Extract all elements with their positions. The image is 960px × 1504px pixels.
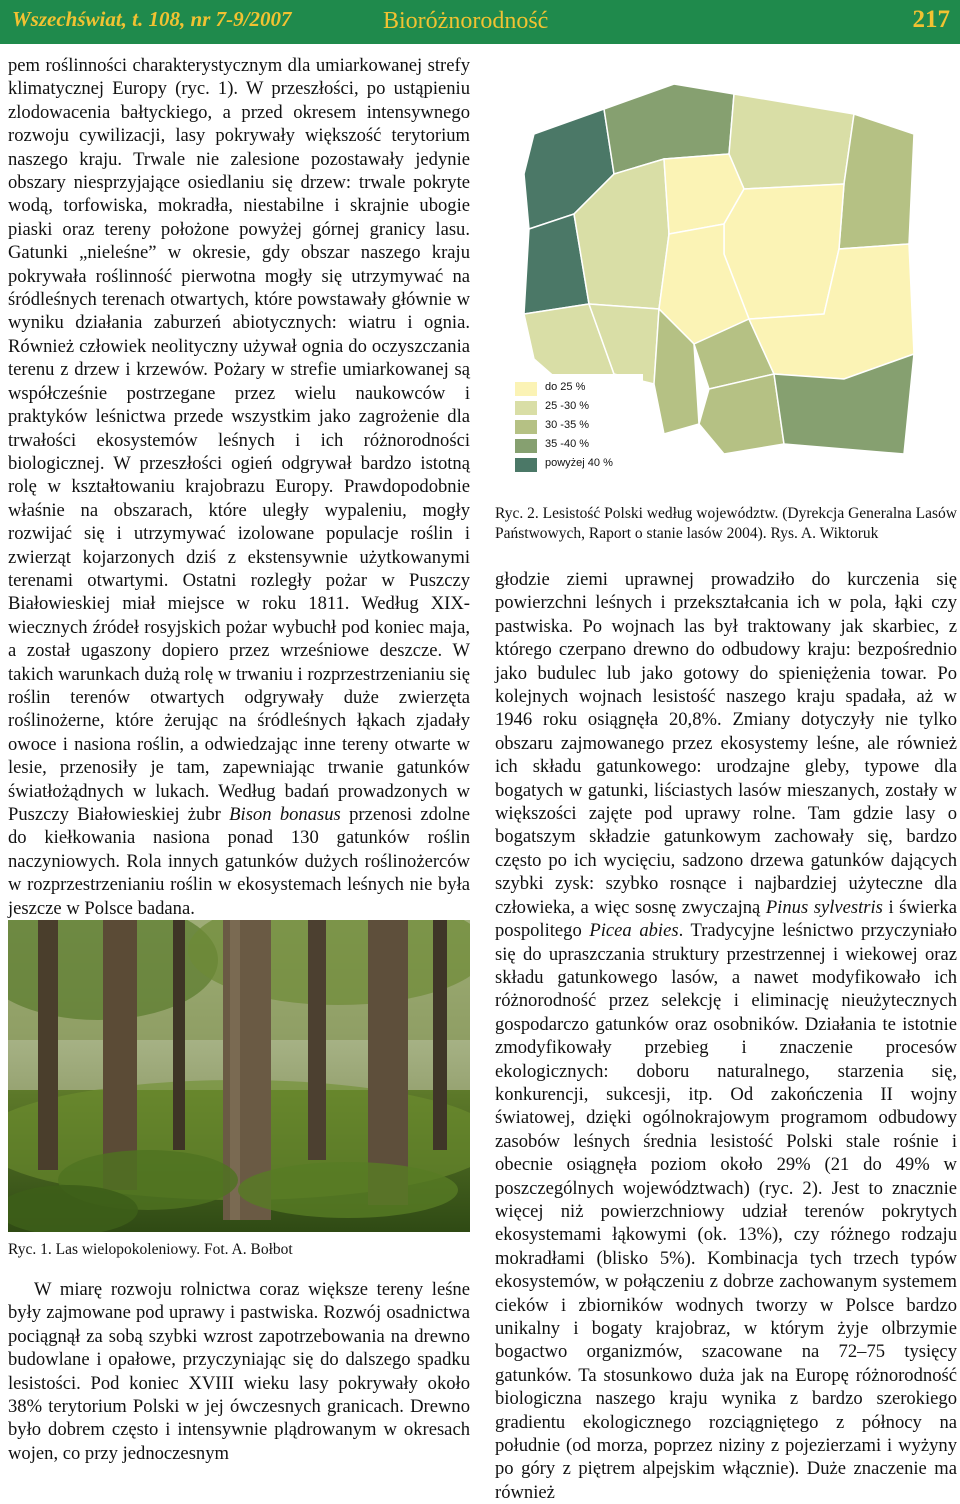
species-name: Picea abies xyxy=(589,920,679,942)
species-name: Bison bonasus xyxy=(229,804,341,825)
region-warminsko-mazurskie xyxy=(729,94,854,189)
legend-swatch xyxy=(515,420,537,434)
species-name: Pinus sylvestris xyxy=(765,896,883,918)
legend-swatch xyxy=(515,458,537,472)
section-title: Bioróżnorodność xyxy=(383,8,549,34)
page-number: 217 xyxy=(912,6,950,33)
legend-swatch xyxy=(515,401,537,415)
legend-swatch xyxy=(515,439,537,453)
legend-swatch xyxy=(515,382,537,396)
figure-2-caption: Ryc. 2. Lesistość Polski według województw. (Dyrekcja Generalna Lasów Państwowych, Raport o stanie lasów 2004). Rys. A. Wiktoruk xyxy=(495,505,957,542)
right-column-text xyxy=(495,568,957,1504)
paragraph: W miarę rozwoju rolnictwa coraz większe tereny leśne były zajmowane pod uprawy i pastwiska. Rozwój osadnictwa pociągnął za sobą szybki wzrost zapotrzebowania na drewno budowlane i opałowe, przyczyniając się do dalszego spadku lesistości. Pod koniec XVIII wieku lasy pokrywały około 38% terytorium Polski w jej ówczesnych granicach. Drewno było dobrem często i intensywnie plądrowanym w okresach wojen, co przy jednoczesnym xyxy=(8,1279,470,1464)
left-column-text-2 xyxy=(8,1278,470,1465)
map-legend: do 25 % 25 -30 % 30 -35 % 35 -40 % powyżej 40 % xyxy=(505,374,643,480)
paragraph: głodzie ziemi uprawnej prowadziło do kurczenia się powierzchni leśnych i przekształcania ich w pola, łąki czy pastwiska. Po wojnach las był traktowany jak skarbiec, z którego czerpano drewno do odbudowy kraju: bezpośrednio jako budulec lub jako gotowy do spieniężenia towar. Po kolejnych wojnach lesistość naszego kraju spadała, aż w 1946 roku osiągnęła 20,8%. Zmiany dotyczyły nie tylko obszaru zajmowanego przez ekosystemy leśne, ale również ich składu gatunkowego: urodzajne gleby, typowe dla bogatych w gatunki, liściastych lasów mieszanych, zostały w większości zajęte pod uprawy rolne. Tam gdzie lasy o bogatszym składzie gatunkowym zachowały się, bardzo często po ich wycięciu, sadzono drzewa gatunków dających szybki zysk: szybko rosnące i najbardziej użyteczne dla człowieka, a więc sosnę zwyczajną Pinus sylvestris i świerka pospolitego Picea abies. Tradycyjne leśnictwo przyczyniało się do upraszczania struktury przestrzennej i wiekowej oraz składu gatunkowego lasów, a nawet modyfikowało ich różnorodność przez selekcję i eliminację nieużytecznych gospodarczo gatunków oraz osobników. Działania te istotnie zmodyfikowały przebieg i znaczenie procesów ekologicznych: doboru naturalnego, starzenia się, konkurencji, sukcesji, itp. Od zakończenia II wojny światowej, dzięki ogólnokrajowym programom odbudowy zasobów leśnych średnia lesistość Polski stale rośnie i obecnie osiągnęła poziom około 29% (21 do 49% w poszczególnych województwach) (ryc. 2). Jest to znacznie więcej niż powierzchniowy udział terenów pokrytych ekosystemami łąkowymi (ok. 13%), czy różnego rodzaju mokradłami (blisko 5%). Kombinacja tych trzech typów ekosystemów, w połączeniu z dobrze zachowanym systemem cieków i zbiorników wodnych tworzy w Polsce bardzo unikalny i bogaty krajobraz, w którym żyje olbrzymie bogactwo organizmów, szacowane na 72–75 tysięcy gatunków. Ta stosunkowo duża jak na Europę różnorodność biologiczna naszego kraju wynika z bardzo szerokiego gradientu ekologicznego rozciągniętego z północy na południe (od morza, poprzez niziny z pojezierzami i wyżyny po góry z piętrem alpejskim włącznie). Duże znaczenie ma również xyxy=(495,569,958,1503)
left-column-text xyxy=(8,54,470,920)
forest-photo xyxy=(8,920,470,1232)
figure-1-caption: Ryc. 1. Las wielopokoleniowy. Fot. A. Bołbot xyxy=(8,1241,293,1258)
paragraph: pem roślinności charakterystycznym dla umiarkowanej strefy klimatycznej Europy (ryc. 1). W przeszłości, po ustąpieniu zlodowacenia bałtyckiego, a przed okresem intensywnego rozwoju cywilizacji, lasy pokrywały większość terytorium naszego kraju. Trwale nie zalesione pozostawały jedynie obszary niesprzyjające osiedlaniu się drzew: trwale pokryte wodą, torfowiska, mokradła, niestabilne i skrajnie ubogie piaski oraz tereny położone powyżej górnej granicy lasu. Gatunki „nieleśne” w okresie, gdy obszar naszego kraju pokrywała roślinność pierwotna mogły się utrzymywać na śródleśnych terenach otwartych, które powstawały głównie w wyniku działania zaburzeń abiotycznych: wiatru i ognia. Również człowiek neolityczny używał ognia do oczyszczania terenu z drzew i krzewów. Pożary w strefie umiarkowanej są współcześnie postrzegane przez wielu naukowców i praktyków leśnictwa przede wszystkim jako zagrożenie dla trwałości ekosystemów leśnych i ich różnorodności biologicznej. W przeszłości ogień odgrywał bardzo istotną rolę w kształtowaniu krajobrazu Europy. Prawdopodobnie właśnie na obszarach, które uległy wypaleniu, mogły rozwijać się i utrzymywać izolowane populacje roślin i zwierząt kojarzonych dziś z ekstensywnie użytkowanymi terenami otwartymi. Ostatni rozległy pożar w Puszczy Białowieskiej miał miejsce w roku 1811. Według XIX-wiecznych źródeł rosyjskich pożar wybuchł pod koniec maja, a został ugaszony dopiero przez wrześniowe deszcze. W takich warunkach dużą rolę w trwaniu i rozprzestrzenianiu się roślin terenów otwartych odgrywały duże zwierzęta roślinożerne, które żerując na śródleśnych łąkach zjadały owoce i nasiona roślin, a odwiedzając inne tereny otwarte w lesie, przenosiły je tam, zapewniając trwanie gatunków światłożądnych w lukach. Według badań prowadzonych w Puszczy Białowieskiej żubr Bison bonasus przenosi zdolne do kiełkowania nasiona ponad 130 gatunków roślin naczyniowych. Rola innych gatunków dużych roślinożerców w rozprzestrzenianiu roślin w ekosystemach leśnych nie była jeszcze w Polsce badana. xyxy=(8,55,470,919)
page-header xyxy=(0,0,960,44)
journal-title: Wszechświat, t. 108, nr 7-9/2007 xyxy=(12,7,292,31)
